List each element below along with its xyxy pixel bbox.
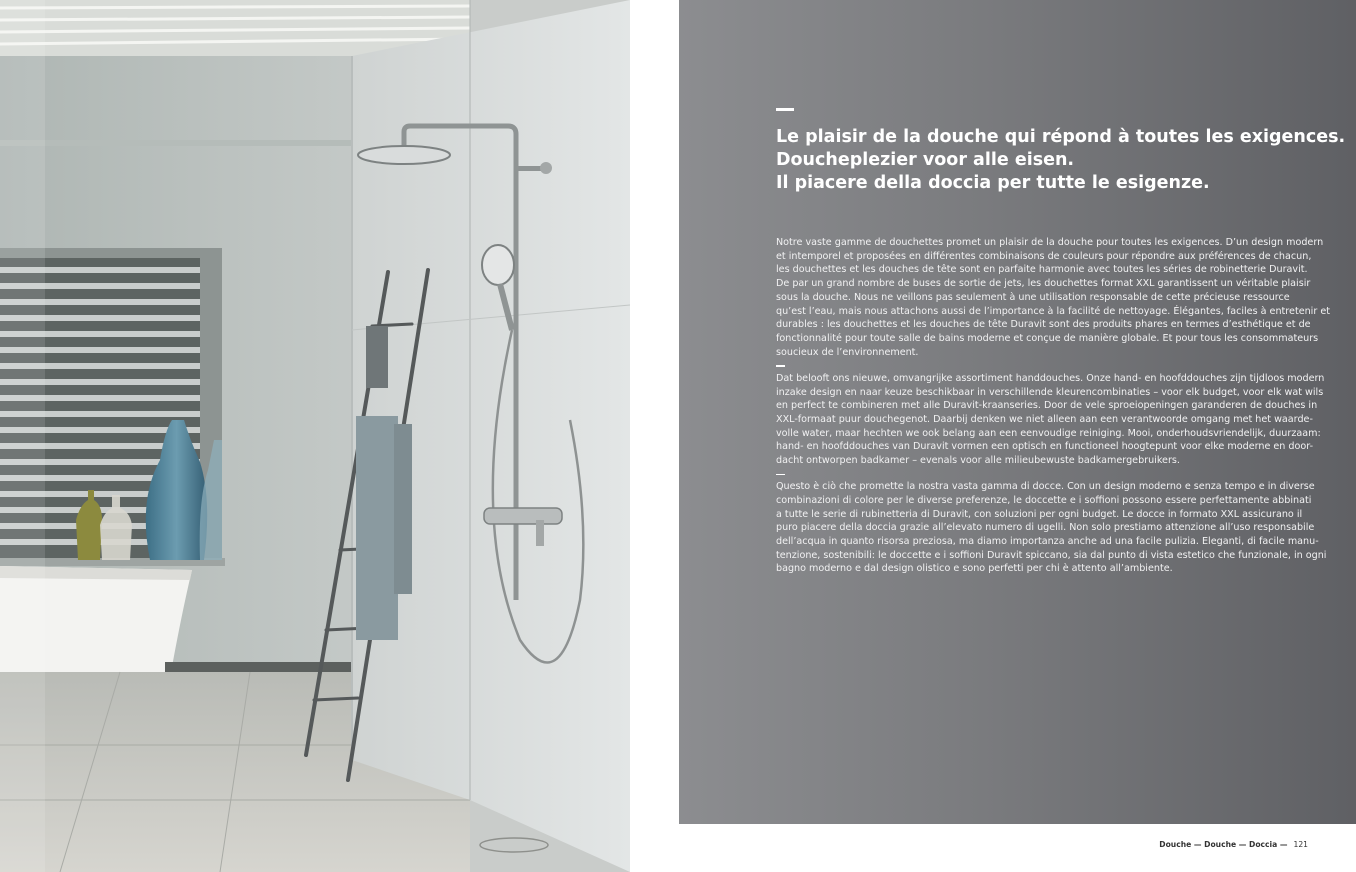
text-line: soucieux de l’environnement. — [776, 346, 919, 358]
text-line: combinazioni di colore per le diverse preferenze, le doccette e i soffioni possono essere perfettamente abbinati — [776, 494, 1312, 506]
paragraph-separator — [776, 474, 785, 476]
text-line: XXL-formaat puur douchegenot. Daarbij denken we niet alleen aan een verantwoorde omgang met het waarde- — [776, 413, 1313, 425]
text-line: en perfect te combineren met alle Duravit-kraanseries. Door de vele sproeiopeningen garanderen de douches in — [776, 400, 1318, 412]
text-line: durables : les douchettes et les douches de tête Duravit sont des produits phares en termes d’esthétique et de — [776, 319, 1311, 331]
page-number: 121 — [1293, 840, 1308, 849]
text-line: Questo è ciò che promette la nostra vasta gamma di docce. Con un design moderno e senza tempo e in diverse — [776, 481, 1315, 493]
paragraph-fr — [776, 236, 1331, 359]
text-line: et intemporel et proposées en différentes combinaisons de couleurs pour répondre aux préférences de chacun, — [776, 250, 1312, 262]
text-line: tenzione, sostenibili: le doccette e i soffioni Duravit spiccano, sia dal punto di vista estetico che funzionale, in ogni — [776, 549, 1327, 561]
text-line: les douchettes et les douches de tête sont en parfaite harmonie avec toutes les séries de robinetterie Duravit. — [776, 264, 1308, 276]
text-line: dacht ontworpen badkamer – evenals voor alle milieubewuste badkamergebruikers. — [776, 455, 1180, 467]
text-panel — [679, 0, 1356, 824]
text-line: hand- en hoofddouches van Duravit vormen een optisch en functioneel hoogtepunt voor elke moderne en door- — [776, 441, 1314, 453]
bathroom-photo — [0, 0, 630, 872]
text-line: qu’est l’eau, mais nous attachons aussi de l’importance à la facilité de nettoyage. Élégantes, faciles à entretenir et — [776, 305, 1331, 317]
text-line: fonctionnalité pour toute salle de bains moderne et conçue de manière globale. Et pour tous les consommateurs — [776, 332, 1319, 344]
page-footer — [1159, 840, 1308, 849]
paragraph-separator — [776, 365, 785, 367]
text-line: inzake design en naar keuze beschikbaar in verschillende kleurencombinaties – voor elk budget, voor elk wat wils — [776, 386, 1324, 398]
heading-dash — [776, 108, 794, 111]
text-line: sous la douche. Nous ne veillons pas seulement à une utilisation responsable de cette précieuse ressource — [776, 291, 1290, 303]
text-line: puro piacere della doccia grazie all’elevato numero di ugelli. Non solo prestiamo attenzione all’uso responsabile — [776, 522, 1315, 534]
text-line: Dat belooft ons nieuwe, omvangrijke assortiment handdouches. Onze hand- en hoofddouches zijn tijdloos modern — [776, 372, 1325, 384]
footer-section-label: Douche — Douche — Doccia — — [1159, 840, 1288, 849]
text-line: bagno moderno e dal design olistico e sono perfetti per chi è attento all’ambiente. — [776, 563, 1173, 575]
text-line: dell’acqua in quanto risorsa preziosa, ma diamo importanza anche ad una facile pulizia. Eleganti, di facile manu- — [776, 536, 1319, 548]
heading-line-it: Il piacere della doccia per tutte le esigenze. — [776, 173, 1210, 193]
paragraph-it — [776, 480, 1327, 576]
body-text — [776, 236, 1331, 576]
text-line: a tutte le serie di rubinetteria di Duravit, con soluzioni per ogni budget. Le docce in formato XXL assicurano il — [776, 508, 1303, 520]
paragraph-nl — [776, 372, 1325, 468]
text-line: volle water, maar hechten we ook belang aan een eenvoudige reiniging. Mooi, onderhoudsvriendelijk, duurzaam: — [776, 427, 1321, 439]
page-heading — [776, 126, 1346, 195]
heading-line-fr: Le plaisir de la douche qui répond à toutes les exigences. — [776, 127, 1346, 147]
text-line: Notre vaste gamme de douchettes promet un plaisir de la douche pour toutes les exigences. D’un design modern — [776, 237, 1324, 248]
text-line: De par un grand nombre de buses de sortie de jets, les douchettes format XXL garantissent un véritable plaisir — [776, 278, 1311, 290]
heading-line-nl: Doucheplezier voor alle eisen. — [776, 150, 1075, 170]
